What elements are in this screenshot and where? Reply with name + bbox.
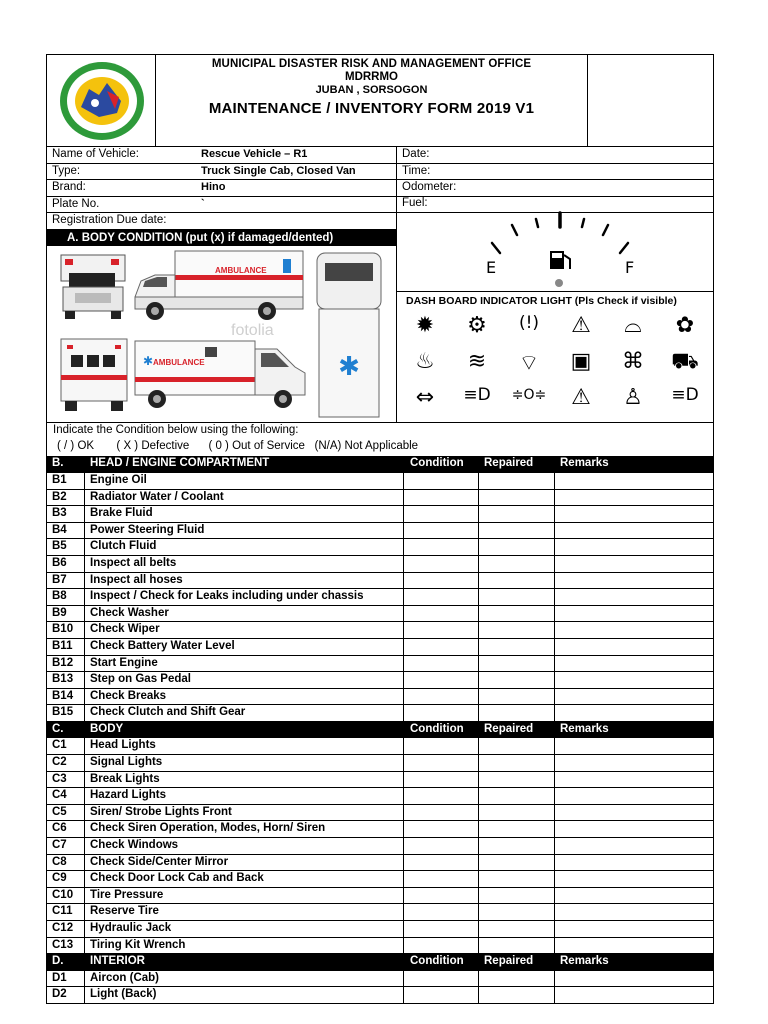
- item-code: B14: [52, 689, 74, 702]
- header-blank-cell: [588, 55, 714, 147]
- remarks-cell[interactable]: [554, 838, 713, 853]
- remarks-cell[interactable]: [554, 904, 713, 919]
- registration-label[interactable]: Registration Due date:: [52, 214, 167, 227]
- repaired-cell[interactable]: [478, 573, 554, 588]
- item-code: B10: [52, 623, 74, 636]
- condition-cell[interactable]: [403, 473, 478, 488]
- table-row: [47, 888, 713, 905]
- remarks-cell[interactable]: [554, 672, 713, 687]
- date-label[interactable]: Date:: [402, 148, 430, 160]
- item-label: Aircon (Cab): [90, 971, 159, 984]
- item-code: C9: [52, 872, 67, 885]
- item-code: B7: [52, 573, 67, 586]
- remarks-cell[interactable]: [554, 689, 713, 704]
- table-row: [47, 705, 713, 722]
- repaired-cell[interactable]: [478, 921, 554, 936]
- table-row: [47, 473, 713, 490]
- item-label: Check Wiper: [90, 623, 160, 636]
- repaired-cell[interactable]: [478, 821, 554, 836]
- ambulance-side-view-bottom: [135, 341, 305, 408]
- repaired-cell[interactable]: [478, 788, 554, 803]
- remarks-cell[interactable]: [554, 556, 713, 571]
- vehicle-name-value[interactable]: Rescue Vehicle – R1: [201, 148, 308, 160]
- remarks-cell[interactable]: [554, 921, 713, 936]
- condition-cell[interactable]: [403, 589, 478, 604]
- table-row: [47, 772, 713, 789]
- table-row: [47, 738, 713, 755]
- condition-column-header: Condition: [410, 955, 464, 968]
- remarks-cell[interactable]: [554, 523, 713, 538]
- table-row: [47, 821, 713, 838]
- dash-icon-r1c3[interactable]: (!): [518, 313, 540, 334]
- remarks-cell[interactable]: [554, 871, 713, 886]
- remarks-cell[interactable]: [554, 656, 713, 671]
- body-condition-title: A. BODY CONDITION (put (x) if damaged/dented): [47, 230, 396, 246]
- table-row: [47, 689, 713, 706]
- remarks-cell[interactable]: [554, 738, 713, 753]
- item-label: Reserve Tire: [90, 905, 159, 918]
- item-code: C10: [52, 888, 74, 901]
- item-code: B3: [52, 507, 67, 520]
- item-label: Start Engine: [90, 656, 158, 669]
- item-label: Check Clutch and Shift Gear: [90, 706, 246, 719]
- condition-cell[interactable]: [403, 904, 478, 919]
- dash-icon-r3c3[interactable]: ≑O≑: [511, 387, 547, 404]
- svg-text:✱: ✱: [338, 352, 360, 383]
- item-label: Tiring Kit Wrench: [90, 938, 186, 951]
- section-header-c: [47, 722, 713, 739]
- condition-cell[interactable]: [403, 573, 478, 588]
- section-code: D.: [52, 955, 64, 968]
- dash-icon-r2c3[interactable]: ⌔: [518, 351, 540, 377]
- item-label: Hazard Lights: [90, 789, 167, 802]
- condition-cell[interactable]: [403, 523, 478, 538]
- dash-icon-r1c6[interactable]: ✿: [675, 313, 695, 339]
- remarks-cell[interactable]: [554, 788, 713, 803]
- repaired-cell[interactable]: [478, 606, 554, 621]
- table-row: [47, 921, 713, 938]
- item-code: B2: [52, 490, 67, 503]
- item-label: Engine Oil: [90, 473, 147, 486]
- repaired-cell[interactable]: [478, 971, 554, 986]
- dashboard-indicator-title: DASH BOARD INDICATOR LIGHT (Pls Check if visible): [406, 295, 677, 308]
- remarks-cell[interactable]: [554, 506, 713, 521]
- plate-value[interactable]: `: [201, 197, 205, 210]
- item-code: B1: [52, 473, 67, 486]
- office-acronym: MDRRMO: [344, 71, 399, 83]
- repaired-cell[interactable]: [478, 539, 554, 554]
- item-code: D2: [52, 988, 67, 1001]
- repaired-cell[interactable]: [478, 473, 554, 488]
- fuel-gauge-icon: [472, 203, 642, 288]
- item-code: B8: [52, 590, 67, 603]
- remarks-cell[interactable]: [554, 755, 713, 770]
- repaired-cell[interactable]: [478, 656, 554, 671]
- checklist-table: [46, 456, 714, 1004]
- repaired-cell[interactable]: [478, 772, 554, 787]
- section-title: INTERIOR: [90, 955, 145, 968]
- item-label: Head Lights: [90, 739, 156, 752]
- info-row-brand: [47, 180, 713, 197]
- item-code: B15: [52, 706, 74, 719]
- condition-cell[interactable]: [403, 938, 478, 953]
- brand-value[interactable]: Hino: [201, 181, 226, 194]
- item-code: C12: [52, 922, 74, 934]
- table-row: [47, 788, 713, 805]
- remarks-column-header: Remarks: [560, 955, 609, 968]
- condition-column-header: Condition: [410, 722, 464, 735]
- item-code: C3: [52, 772, 67, 785]
- table-row: [47, 971, 713, 988]
- dash-icon-r2c2[interactable]: ≋: [467, 349, 487, 375]
- item-code: C4: [52, 789, 67, 802]
- condition-cell[interactable]: [403, 705, 478, 720]
- dash-icon-r2c6[interactable]: ⛟: [671, 349, 699, 375]
- item-code: B11: [52, 639, 73, 652]
- item-label: Step on Gas Pedal: [90, 673, 191, 686]
- dash-icon-r2c5[interactable]: ⌘: [622, 349, 644, 375]
- condition-cell[interactable]: [403, 622, 478, 637]
- item-code: C5: [52, 805, 67, 818]
- item-code: C6: [52, 822, 67, 835]
- logo-cell: [47, 55, 156, 147]
- table-row: [47, 490, 713, 507]
- condition-cell[interactable]: [403, 871, 478, 886]
- dash-icon-r3c2[interactable]: ≡D: [463, 385, 491, 406]
- repaired-cell[interactable]: [478, 904, 554, 919]
- table-row: [47, 639, 713, 656]
- condition-cell[interactable]: [403, 738, 478, 753]
- gauge-empty-label: E: [486, 258, 497, 278]
- condition-cell[interactable]: [403, 656, 478, 671]
- condition-cell[interactable]: [403, 921, 478, 936]
- repaired-cell[interactable]: [478, 523, 554, 538]
- type-label: Type:: [52, 164, 81, 177]
- condition-cell[interactable]: [403, 772, 478, 787]
- ambulance-top-view: [317, 253, 381, 417]
- svg-text:AMBULANCE: AMBULANCE: [215, 266, 267, 276]
- table-row: [47, 556, 713, 573]
- remarks-column-header: Remarks: [560, 457, 609, 470]
- condition-cell[interactable]: [403, 987, 478, 1002]
- dash-icon-r1c5[interactable]: ⌓: [624, 313, 642, 339]
- section-header-b: [47, 456, 713, 473]
- item-label: Light (Back): [90, 988, 157, 1001]
- ambulance-front-view-top: [61, 255, 125, 319]
- svg-text:✱: ✱: [143, 354, 154, 369]
- remarks-cell[interactable]: [554, 490, 713, 505]
- office-location: JUBAN , SORSOGON: [315, 84, 428, 96]
- item-code: C7: [52, 839, 67, 852]
- ambulance-side-view-top: [135, 251, 303, 320]
- instructions-line1: Indicate the Condition below using the following:: [53, 424, 299, 437]
- header-title-cell: [156, 55, 588, 147]
- item-label: Signal Lights: [90, 756, 163, 769]
- section-code: B.: [52, 457, 64, 470]
- form-header: [46, 54, 714, 147]
- repaired-cell[interactable]: [478, 755, 554, 770]
- section-title: BODY: [90, 722, 124, 735]
- section-code: C.: [52, 722, 64, 735]
- dash-icon-r2c4[interactable]: ▣: [570, 349, 592, 375]
- dash-icon-r1c4[interactable]: ⚠: [571, 313, 591, 339]
- condition-cell[interactable]: [403, 755, 478, 770]
- condition-cell[interactable]: [403, 788, 478, 803]
- remarks-cell[interactable]: [554, 589, 713, 604]
- dash-icon-r1c1[interactable]: ✹: [415, 313, 435, 339]
- time-label[interactable]: Time:: [402, 164, 431, 177]
- item-label: Check Breaks: [90, 689, 167, 702]
- repaired-cell[interactable]: [478, 838, 554, 853]
- table-row: [47, 656, 713, 673]
- item-code: B13: [52, 673, 74, 686]
- item-code: B5: [52, 540, 67, 553]
- remarks-cell[interactable]: [554, 606, 713, 621]
- remarks-cell[interactable]: [554, 622, 713, 637]
- repaired-column-header: Repaired: [484, 955, 534, 968]
- table-row: [47, 987, 713, 1004]
- item-label: Inspect all belts: [90, 556, 177, 569]
- repaired-cell[interactable]: [478, 805, 554, 820]
- repaired-column-header: Repaired: [484, 722, 534, 735]
- vehicle-name-label: Name of Vehicle:: [52, 148, 139, 160]
- item-code: C1: [52, 739, 67, 752]
- remarks-cell[interactable]: [554, 705, 713, 720]
- table-row: [47, 871, 713, 888]
- condition-cell[interactable]: [403, 506, 478, 521]
- info-row-type: [47, 164, 713, 181]
- table-row: [47, 755, 713, 772]
- item-code: B6: [52, 556, 67, 569]
- item-label: Siren/ Strobe Lights Front: [90, 805, 232, 818]
- table-row: [47, 573, 713, 590]
- item-code: C13: [52, 938, 74, 951]
- table-row: [47, 805, 713, 822]
- item-label: Brake Fluid: [90, 507, 153, 520]
- maintenance-form: [46, 54, 714, 1004]
- item-code: B12: [52, 656, 74, 669]
- item-label: Power Steering Fluid: [90, 523, 205, 536]
- remarks-cell[interactable]: [554, 539, 713, 554]
- item-label: Inspect all hoses: [90, 573, 183, 586]
- table-row: [47, 855, 713, 872]
- repaired-cell[interactable]: [478, 672, 554, 687]
- dashboard-icons-grid: [397, 313, 715, 421]
- ambulance-diagram[interactable]: [55, 249, 393, 421]
- instructions-legend: ( / ) OK ( X ) Defective ( 0 ) Out of Service (N/A) Not Applicable: [57, 440, 419, 453]
- item-label: Check Siren Operation, Modes, Horn/ Siren: [90, 822, 326, 835]
- remarks-cell[interactable]: [554, 805, 713, 820]
- form-title: MAINTENANCE / INVENTORY FORM 2019 V1: [208, 100, 535, 117]
- odometer-label[interactable]: Odometer:: [402, 181, 457, 194]
- condition-cell[interactable]: [403, 639, 478, 654]
- table-row: [47, 523, 713, 540]
- repaired-cell[interactable]: [478, 506, 554, 521]
- svg-text:AMBULANCE: AMBULANCE: [153, 358, 205, 368]
- section-title: HEAD / ENGINE COMPARTMENT: [90, 457, 270, 470]
- item-label: Radiator Water / Coolant: [90, 490, 224, 503]
- remarks-cell[interactable]: [554, 987, 713, 1002]
- repaired-cell[interactable]: [478, 589, 554, 604]
- repaired-cell[interactable]: [478, 738, 554, 753]
- remarks-cell[interactable]: [554, 855, 713, 870]
- repaired-column-header: Repaired: [484, 457, 534, 470]
- condition-cell[interactable]: [403, 838, 478, 853]
- item-label: Check Windows: [90, 839, 179, 852]
- repaired-cell[interactable]: [478, 556, 554, 571]
- remarks-cell[interactable]: [554, 772, 713, 787]
- table-row: [47, 904, 713, 921]
- remarks-cell[interactable]: [554, 573, 713, 588]
- condition-cell[interactable]: [403, 888, 478, 903]
- condition-cell[interactable]: [403, 805, 478, 820]
- remarks-cell[interactable]: [554, 938, 713, 953]
- item-label: Tire Pressure: [90, 888, 164, 901]
- item-label: Inspect / Check for Leaks including under chassis: [90, 590, 364, 603]
- table-row: [47, 622, 713, 639]
- table-row: [47, 506, 713, 523]
- watermark-text: fotolia: [231, 322, 274, 340]
- ambulance-rear-view: [61, 339, 127, 411]
- instructions: [46, 423, 714, 456]
- dash-icon-r1c2[interactable]: ⚙: [467, 313, 487, 339]
- table-row: [47, 938, 713, 955]
- item-label: Check Door Lock Cab and Back: [90, 872, 264, 885]
- dash-icon-r3c1[interactable]: ⇔: [415, 385, 435, 411]
- mdrrmo-seal-logo: [59, 61, 145, 141]
- repaired-cell[interactable]: [478, 689, 554, 704]
- condition-cell[interactable]: [403, 539, 478, 554]
- item-label: Check Side/Center Mirror: [90, 855, 229, 868]
- condition-cell[interactable]: [403, 971, 478, 986]
- table-row: [47, 606, 713, 623]
- item-code: C8: [52, 855, 67, 868]
- condition-cell[interactable]: [403, 689, 478, 704]
- condition-cell[interactable]: [403, 606, 478, 621]
- table-row: [47, 672, 713, 689]
- item-code: B4: [52, 523, 67, 536]
- repaired-cell[interactable]: [478, 705, 554, 720]
- dash-icon-r2c1[interactable]: ♨: [415, 349, 435, 375]
- condition-cell[interactable]: [403, 821, 478, 836]
- item-label: Hydraulic Jack: [90, 922, 172, 934]
- remarks-cell[interactable]: [554, 888, 713, 903]
- gauge-full-label: F: [625, 258, 635, 278]
- dash-icon-r3c5[interactable]: ♙: [623, 385, 643, 411]
- remarks-cell[interactable]: [554, 971, 713, 986]
- remarks-cell[interactable]: [554, 639, 713, 654]
- repaired-cell[interactable]: [478, 490, 554, 505]
- fuel-label[interactable]: Fuel:: [402, 197, 428, 210]
- repaired-cell[interactable]: [478, 855, 554, 870]
- item-code: C11: [52, 905, 73, 918]
- condition-column-header: Condition: [410, 457, 464, 470]
- condition-cell[interactable]: [403, 556, 478, 571]
- dash-icon-r3c6[interactable]: ≡D: [671, 385, 699, 406]
- remarks-cell[interactable]: [554, 473, 713, 488]
- item-code: B9: [52, 606, 67, 619]
- remarks-cell[interactable]: [554, 821, 713, 836]
- repaired-cell[interactable]: [478, 938, 554, 953]
- repaired-cell[interactable]: [478, 639, 554, 654]
- type-value[interactable]: Truck Single Cab, Closed Van: [201, 164, 356, 177]
- table-row: [47, 539, 713, 556]
- repaired-cell[interactable]: [478, 888, 554, 903]
- dash-icon-r3c4[interactable]: ⚠: [571, 385, 591, 411]
- condition-cell[interactable]: [403, 490, 478, 505]
- repaired-cell[interactable]: [478, 871, 554, 886]
- condition-cell[interactable]: [403, 855, 478, 870]
- table-row: [47, 589, 713, 606]
- repaired-cell[interactable]: [478, 622, 554, 637]
- info-row-name: [47, 147, 713, 164]
- item-code: D1: [52, 971, 67, 984]
- remarks-column-header: Remarks: [560, 722, 609, 735]
- item-label: Check Battery Water Level: [90, 639, 235, 652]
- section-header-d: [47, 954, 713, 971]
- plate-label: Plate No.: [52, 197, 100, 210]
- condition-cell[interactable]: [403, 672, 478, 687]
- brand-label: Brand:: [52, 181, 86, 194]
- table-row: [47, 838, 713, 855]
- item-label: Break Lights: [90, 772, 160, 785]
- item-code: C2: [52, 756, 67, 769]
- item-label: Clutch Fluid: [90, 540, 157, 553]
- repaired-cell[interactable]: [478, 987, 554, 1002]
- item-label: Check Washer: [90, 606, 169, 619]
- office-name: MUNICIPAL DISASTER RISK AND MANAGEMENT OFFICE: [211, 58, 532, 70]
